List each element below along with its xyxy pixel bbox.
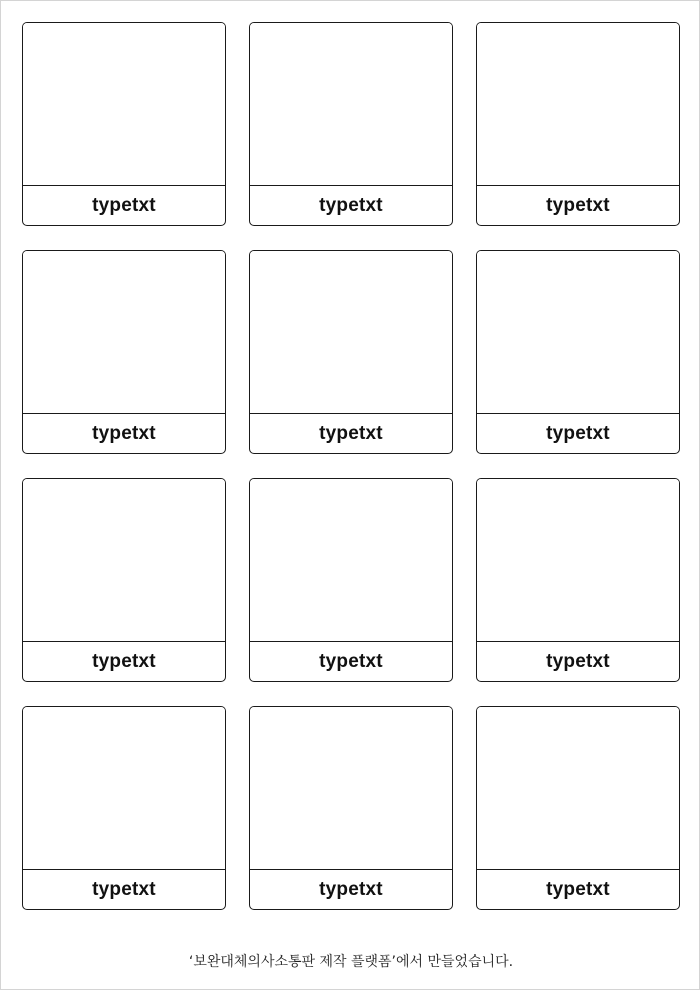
symbol-card-label: typetxt xyxy=(92,878,156,900)
symbol-card[interactable] xyxy=(476,22,680,226)
symbol-card-label: typetxt xyxy=(546,650,610,672)
symbol-card-label: typetxt xyxy=(546,194,610,216)
symbol-image-placeholder xyxy=(250,707,452,870)
symbol-image-placeholder xyxy=(250,251,452,414)
symbol-image-placeholder xyxy=(23,479,225,642)
symbol-card[interactable] xyxy=(476,478,680,682)
symbol-image-placeholder xyxy=(477,479,679,642)
symbol-card[interactable] xyxy=(249,706,453,910)
symbol-card[interactable] xyxy=(476,250,680,454)
symbol-image-placeholder xyxy=(23,707,225,870)
symbol-image-placeholder xyxy=(477,707,679,870)
symbol-card-grid xyxy=(22,22,680,910)
symbol-image-placeholder xyxy=(23,23,225,186)
symbol-card-label: typetxt xyxy=(92,194,156,216)
symbol-card-label: typetxt xyxy=(92,422,156,444)
symbol-image-placeholder xyxy=(250,23,452,186)
symbol-card[interactable] xyxy=(249,478,453,682)
symbol-card-label: typetxt xyxy=(92,650,156,672)
symbol-image-placeholder xyxy=(250,479,452,642)
symbol-image-placeholder xyxy=(23,251,225,414)
symbol-card[interactable] xyxy=(249,250,453,454)
symbol-card-label: typetxt xyxy=(319,650,383,672)
symbol-card-label: typetxt xyxy=(319,422,383,444)
symbol-card[interactable] xyxy=(22,22,226,226)
symbol-card[interactable] xyxy=(22,706,226,910)
symbol-card-label: typetxt xyxy=(319,194,383,216)
symbol-card-label: typetxt xyxy=(546,878,610,900)
symbol-card[interactable] xyxy=(22,250,226,454)
symbol-card-label: typetxt xyxy=(319,878,383,900)
symbol-image-placeholder xyxy=(477,251,679,414)
symbol-image-placeholder xyxy=(477,23,679,186)
footer-credit-text: ‘보완대체의사소통판 제작 플랫폼’에서 만들었습니다. xyxy=(188,954,514,970)
symbol-card[interactable] xyxy=(22,478,226,682)
symbol-card-label: typetxt xyxy=(546,422,610,444)
symbol-card[interactable] xyxy=(476,706,680,910)
symbol-card[interactable] xyxy=(249,22,453,226)
